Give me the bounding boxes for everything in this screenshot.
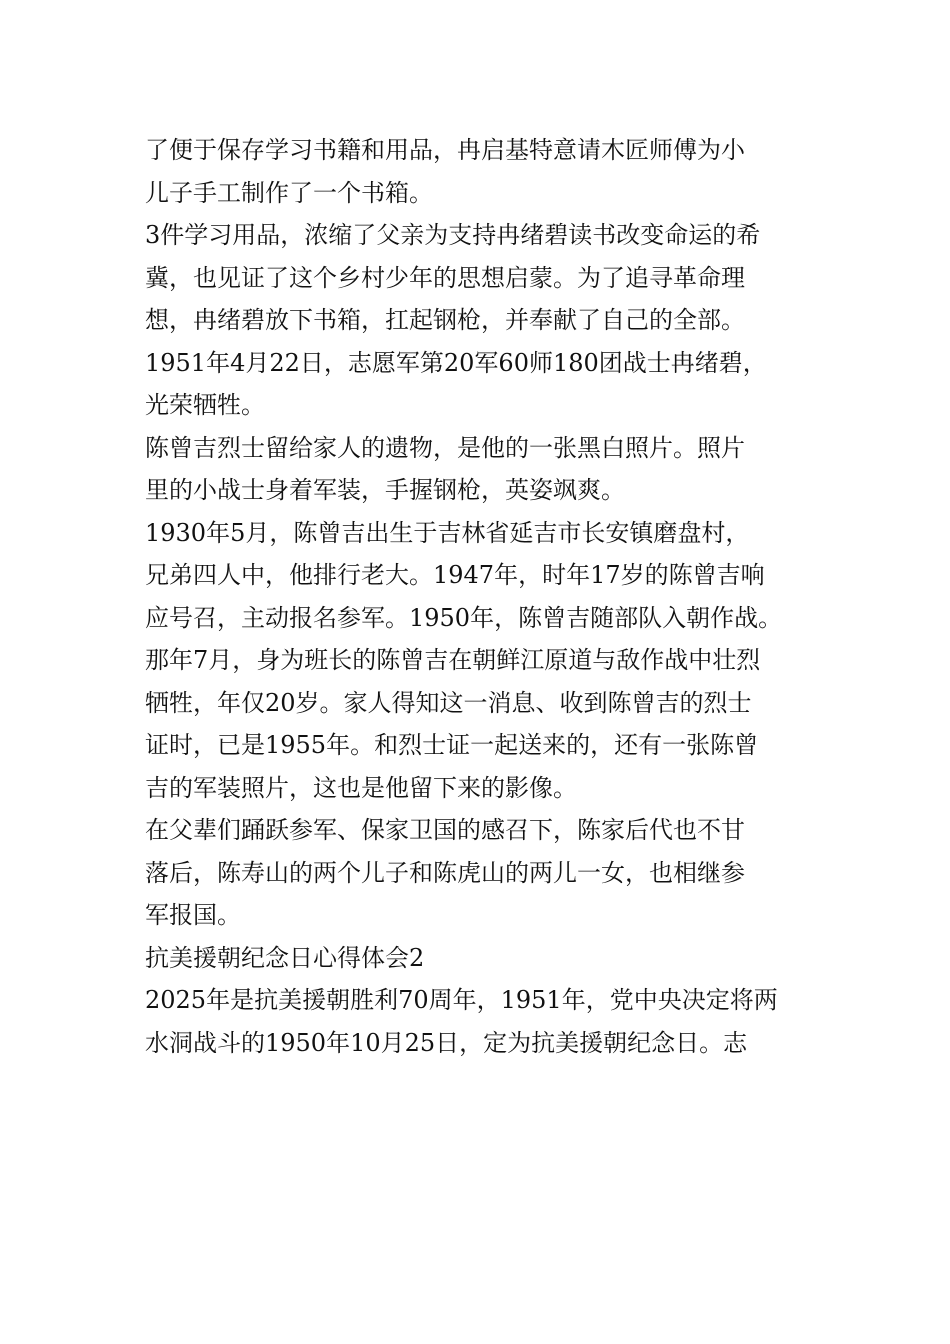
text-line: 军报国。 (145, 901, 241, 929)
text-line: 兄弟四人中，他排行老大。1947年，时年17岁的陈曾吉响 (145, 561, 765, 589)
text-line: 光荣牺牲。 (145, 391, 265, 419)
text-line: 了便于保存学习书籍和用品，冉启基特意请木匠师傅为小 (145, 136, 745, 164)
text-line: 那年7月，身为班长的陈曾吉在朝鲜江原道与敌作战中壮烈 (145, 646, 761, 674)
text-line: 在父辈们踊跃参军、保家卫国的感召下，陈家后代也不甘 (145, 816, 745, 844)
text-line: 落后，陈寿山的两个儿子和陈虎山的两儿一女，也相继参 (145, 858, 745, 887)
text-line: 1951年4月22日，志愿军第20军60师180团战士冉绪碧， (145, 348, 767, 377)
text-line: 想，冉绪碧放下书箱，扛起钢枪，并奉献了自己的全部。 (145, 306, 745, 334)
text-line: 儿子手工制作了一个书箱。 (145, 178, 433, 207)
text-line: 牺牲，年仅20岁。家人得知这一消息、收到陈曾吉的烈士 (145, 688, 752, 717)
text-line: 陈曾吉烈士留给家人的遗物，是他的一张黑白照片。照片 (145, 433, 745, 462)
document-body (145, 129, 825, 1064)
text-line: 应号召，主动报名参军。1950年，陈曾吉随部队入朝作战。 (145, 603, 783, 632)
section-heading: 抗美援朝纪念日心得体会2 (145, 943, 425, 972)
text-line: 里的小战士身着军装，手握钢枪，英姿飒爽。 (145, 476, 625, 504)
text-line: 1930年5月，陈曾吉出生于吉林省延吉市长安镇磨盘村， (145, 518, 750, 547)
text-line: 证时，已是1955年。和烈士证一起送来的，还有一张陈曾 (145, 731, 759, 759)
text-line: 吉的军装照片，这也是他留下来的影像。 (145, 773, 577, 802)
text-line: 水洞战斗的1950年10月25日，定为抗美援朝纪念日。志 (145, 1028, 748, 1057)
text-line: 2025年是抗美援朝胜利70周年，1951年，党中央决定将两 (145, 986, 778, 1014)
text-line: 冀，也见证了这个乡村少年的思想启蒙。为了追寻革命理 (145, 263, 745, 292)
text-line: 3件学习用品，浓缩了父亲为支持冉绪碧读书改变命运的希 (145, 221, 761, 249)
